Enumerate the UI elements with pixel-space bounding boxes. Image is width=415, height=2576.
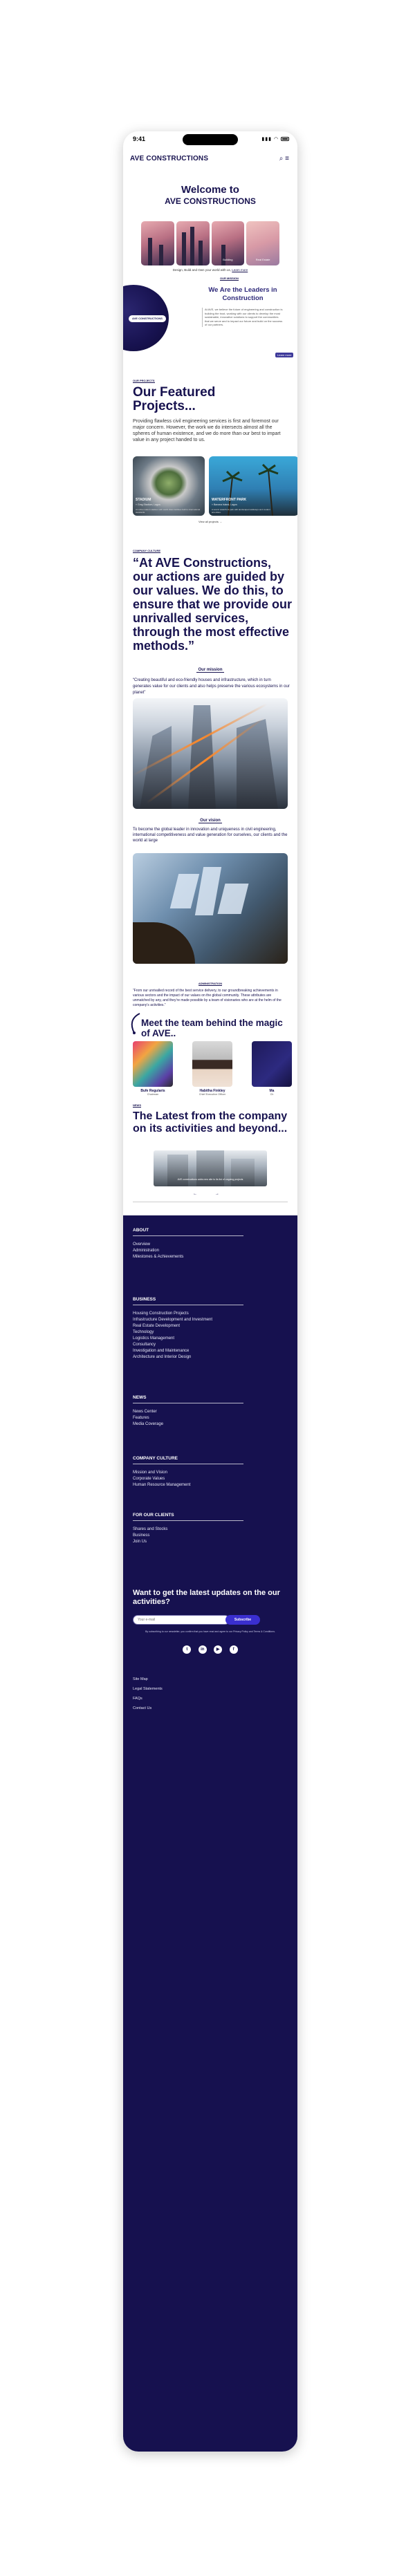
footer-link[interactable]: Logistics Management [133,1336,175,1341]
news-title: The Latest from the company on its activities and beyond... [133,1110,288,1135]
news-image[interactable] [154,1150,267,1186]
footer-heading: ABOUT [133,1228,243,1236]
footer-link[interactable]: Architecture and Interior Design [133,1355,192,1359]
social-links [123,1641,297,1654]
footer-culture [133,1456,288,1488]
leaders-learn-more-button[interactable]: Learn more [275,353,293,357]
footer-link[interactable]: Join Us [133,1540,147,1544]
footer-link[interactable]: Real Estate Development [133,1324,181,1328]
hero-card[interactable] [212,221,245,265]
footer-clients [133,1513,288,1545]
featured-text: Providing flawless civil engineering services is first and foremost our major concern. However, the work we do intersects almost all the spheres of human existence, and we do more than our best to impart value in any project handed to us. [133,419,281,442]
footer-link[interactable]: Contact Us [133,1706,152,1710]
footer-heading: COMPANY CULTURE [133,1456,243,1464]
footer-link[interactable]: Media Coverage [133,1422,164,1426]
team-member-card[interactable] [252,1041,292,1096]
project-card[interactable] [209,456,297,516]
featured-title: Our Featured Projects... [133,385,216,413]
hero-company: AVE CONSTRUCTIONS [165,196,256,206]
location-icon: ⌖ [212,503,213,506]
project-location [136,503,160,506]
team-carousel[interactable] [133,1041,297,1096]
team-title: Meet the team behind the magic of AVE.. [141,1018,283,1038]
hero-card[interactable] [141,221,174,265]
email-field[interactable] [133,1615,230,1625]
project-description: An ultra-modern stadium with world class facilities built to international standards. [136,508,201,514]
palm-trees-illustration [209,456,297,516]
footer-link[interactable]: Corporate Values [133,1477,165,1481]
subscribe-button[interactable]: Subscribe [225,1615,260,1625]
linkedin-icon[interactable]: in [199,1645,207,1654]
project-title: STADIUM [136,498,151,502]
wifi-icon: ◠ [273,137,279,142]
project-card[interactable] [133,456,205,516]
hero-card-label: Real Estate [255,258,270,261]
vision-heading [123,819,297,823]
hero-cards [141,221,279,265]
arrow-left-icon[interactable]: ← [193,1192,206,1196]
footer-link[interactable]: Mission and Vision [133,1471,167,1475]
project-title: WATERFRONT PARK [212,498,247,502]
footer-link[interactable]: Administration [133,1249,160,1253]
phone-frame [123,131,297,2452]
footer-link[interactable]: Features [133,1416,149,1420]
project-description: A scenic waterfront park with landscaped walkways and modern amenities. [212,508,270,514]
project-carousel[interactable] [133,456,297,516]
mission-text: “Creating beautiful and eco-friendly houses and infrastructure, which in turn generates value for our clients and also helps preserve the various ecosystems in our planet” [133,678,290,695]
learn-more-link[interactable]: Learn more [232,268,248,272]
team-tag-label: ADMINISTRATION [198,982,223,985]
project-location-text: Gmg Stadium, Lagos [137,503,160,506]
hero-card[interactable] [176,221,210,265]
footer-heading: FOR OUR CLIENTS [133,1513,243,1521]
footer-heading: BUSINESS [133,1297,243,1305]
team-text: “From our unrivalled record of the best service delivery, to our groundbreaking achievements in various sectors and the impact of our values on the global community. These attributes are unmatched by any, and they’re made possible by a team of visionaries who are at the helm of the company’s activities.” [133,989,282,1007]
culture-tag: COMPANY CULTURE [133,549,160,552]
footer-link[interactable]: Site Map [133,1677,148,1681]
team-member-role: Chairman [147,1093,159,1096]
leaders-tag: OUR MISSION [220,277,239,280]
vision-image [133,853,288,964]
search-icon[interactable]: ⌕ [279,155,284,162]
team-member-photo [192,1041,232,1087]
footer-link[interactable]: Consultancy [133,1343,156,1347]
leaders-badge: AVE CONSTRUCTIONS [129,315,166,322]
footer-business [133,1297,288,1361]
header-actions [279,155,289,162]
footer-link[interactable]: Infrastructure Development and Investment [133,1318,213,1322]
news-tag: NEWS [133,1103,141,1107]
footer-link[interactable]: Shares and Stocks [133,1527,168,1531]
news-nav [123,1192,297,1196]
vision-text: To become the global leader in innovation and uniqueness in civil engineering, international competitiveness and value generation for ourselves, our clients and the world at large [133,828,288,843]
subscribe-title: Want to get the latest updates on the our activities? [133,1589,280,1606]
vision-label: Our vision [200,819,221,823]
team-member-card[interactable] [133,1041,173,1096]
legal-links [133,1674,163,1713]
battery-icon [281,137,289,141]
news-caption: AVE constructions adds new site to its list of ongoing projects [177,1178,243,1181]
footer-link[interactable]: Technology [133,1330,154,1334]
team-member-card[interactable] [192,1041,232,1096]
footer-link[interactable]: Overview [133,1242,151,1247]
menu-icon[interactable]: ≡ [285,155,289,162]
mission-image [133,698,288,809]
leaders-title: We Are the Leaders in Construction [208,286,277,302]
hero-caption: Design, Build and Own your world with us, Learn more [172,268,248,272]
status-time: 9:41 [133,136,146,142]
hero-welcome: Welcome to [181,184,239,196]
footer-link[interactable]: Milestones & Achievements [133,1255,184,1259]
view-all-projects-link[interactable]: View all projects → [199,520,222,523]
footer-news [133,1395,288,1428]
team-member-role: Chief Executive Officer [199,1093,226,1096]
dynamic-island [183,134,238,145]
mission-label: Our mission [198,668,223,672]
footer [123,1215,297,2452]
footer-heading: NEWS [133,1395,243,1403]
status-bar [123,131,297,147]
status-icons [261,136,289,142]
footer-about [133,1228,288,1260]
culture-quote: “At AVE Constructions, our actions are guided by our values. We do this, to ensure that we provide our unrivalled services, through the most effective methods.” [133,556,293,653]
featured-tag: OUR PROJECTS [133,379,155,382]
team-member-name: Habitha Finkley [199,1089,225,1093]
footer-link[interactable]: Legal Statements [133,1687,163,1691]
hero-card-label: Building [223,258,233,261]
footer-link[interactable]: News Center [133,1410,157,1414]
footer-link[interactable]: FAQs [133,1697,142,1701]
project-location-text: Banana Island, Lagos [213,503,237,506]
project-location [212,503,237,506]
hero-card[interactable] [246,221,279,265]
footer-link[interactable]: Human Resource Management [133,1483,191,1487]
team-member-name: Ma [269,1089,275,1093]
arrow-right-icon[interactable]: → [214,1192,228,1196]
hero-title [123,184,297,207]
mission-heading [123,668,297,672]
team-member-role: Ch [270,1093,274,1096]
twitter-icon[interactable]: t [183,1645,191,1654]
footer-link[interactable]: Business [133,1533,150,1538]
leaders-text: At AVE, we believe the future of engineering and construction is building the trust, working with our clients to develop the most sustainable, innovative solutions to support the communities that we serve and to impact our future and build on the success of our partners. [202,308,284,327]
team-member-name: Bufe Regularis [140,1089,165,1093]
team-member-photo [252,1041,292,1087]
location-icon: ⌖ [136,503,137,506]
footer-link[interactable]: Investigation and Maintenance [133,1349,190,1353]
hero-caption-text: Design, Build and Own your world with us [172,268,230,272]
subscribe-note: By subscribing to our newsletter, you confirm that you have read and agree to our Privacy Policy and Terms & Conditions. [145,1630,275,1633]
youtube-icon[interactable]: ▶ [214,1645,222,1654]
footer-link[interactable]: Housing Construction Projects [133,1312,189,1316]
facebook-icon[interactable]: f [230,1645,238,1654]
brand-logo[interactable]: AVE CONSTRUCTIONS [130,155,209,162]
team-tag [123,982,297,985]
team-member-photo [133,1041,173,1087]
signal-icon: ▮▮▮ [261,137,272,142]
